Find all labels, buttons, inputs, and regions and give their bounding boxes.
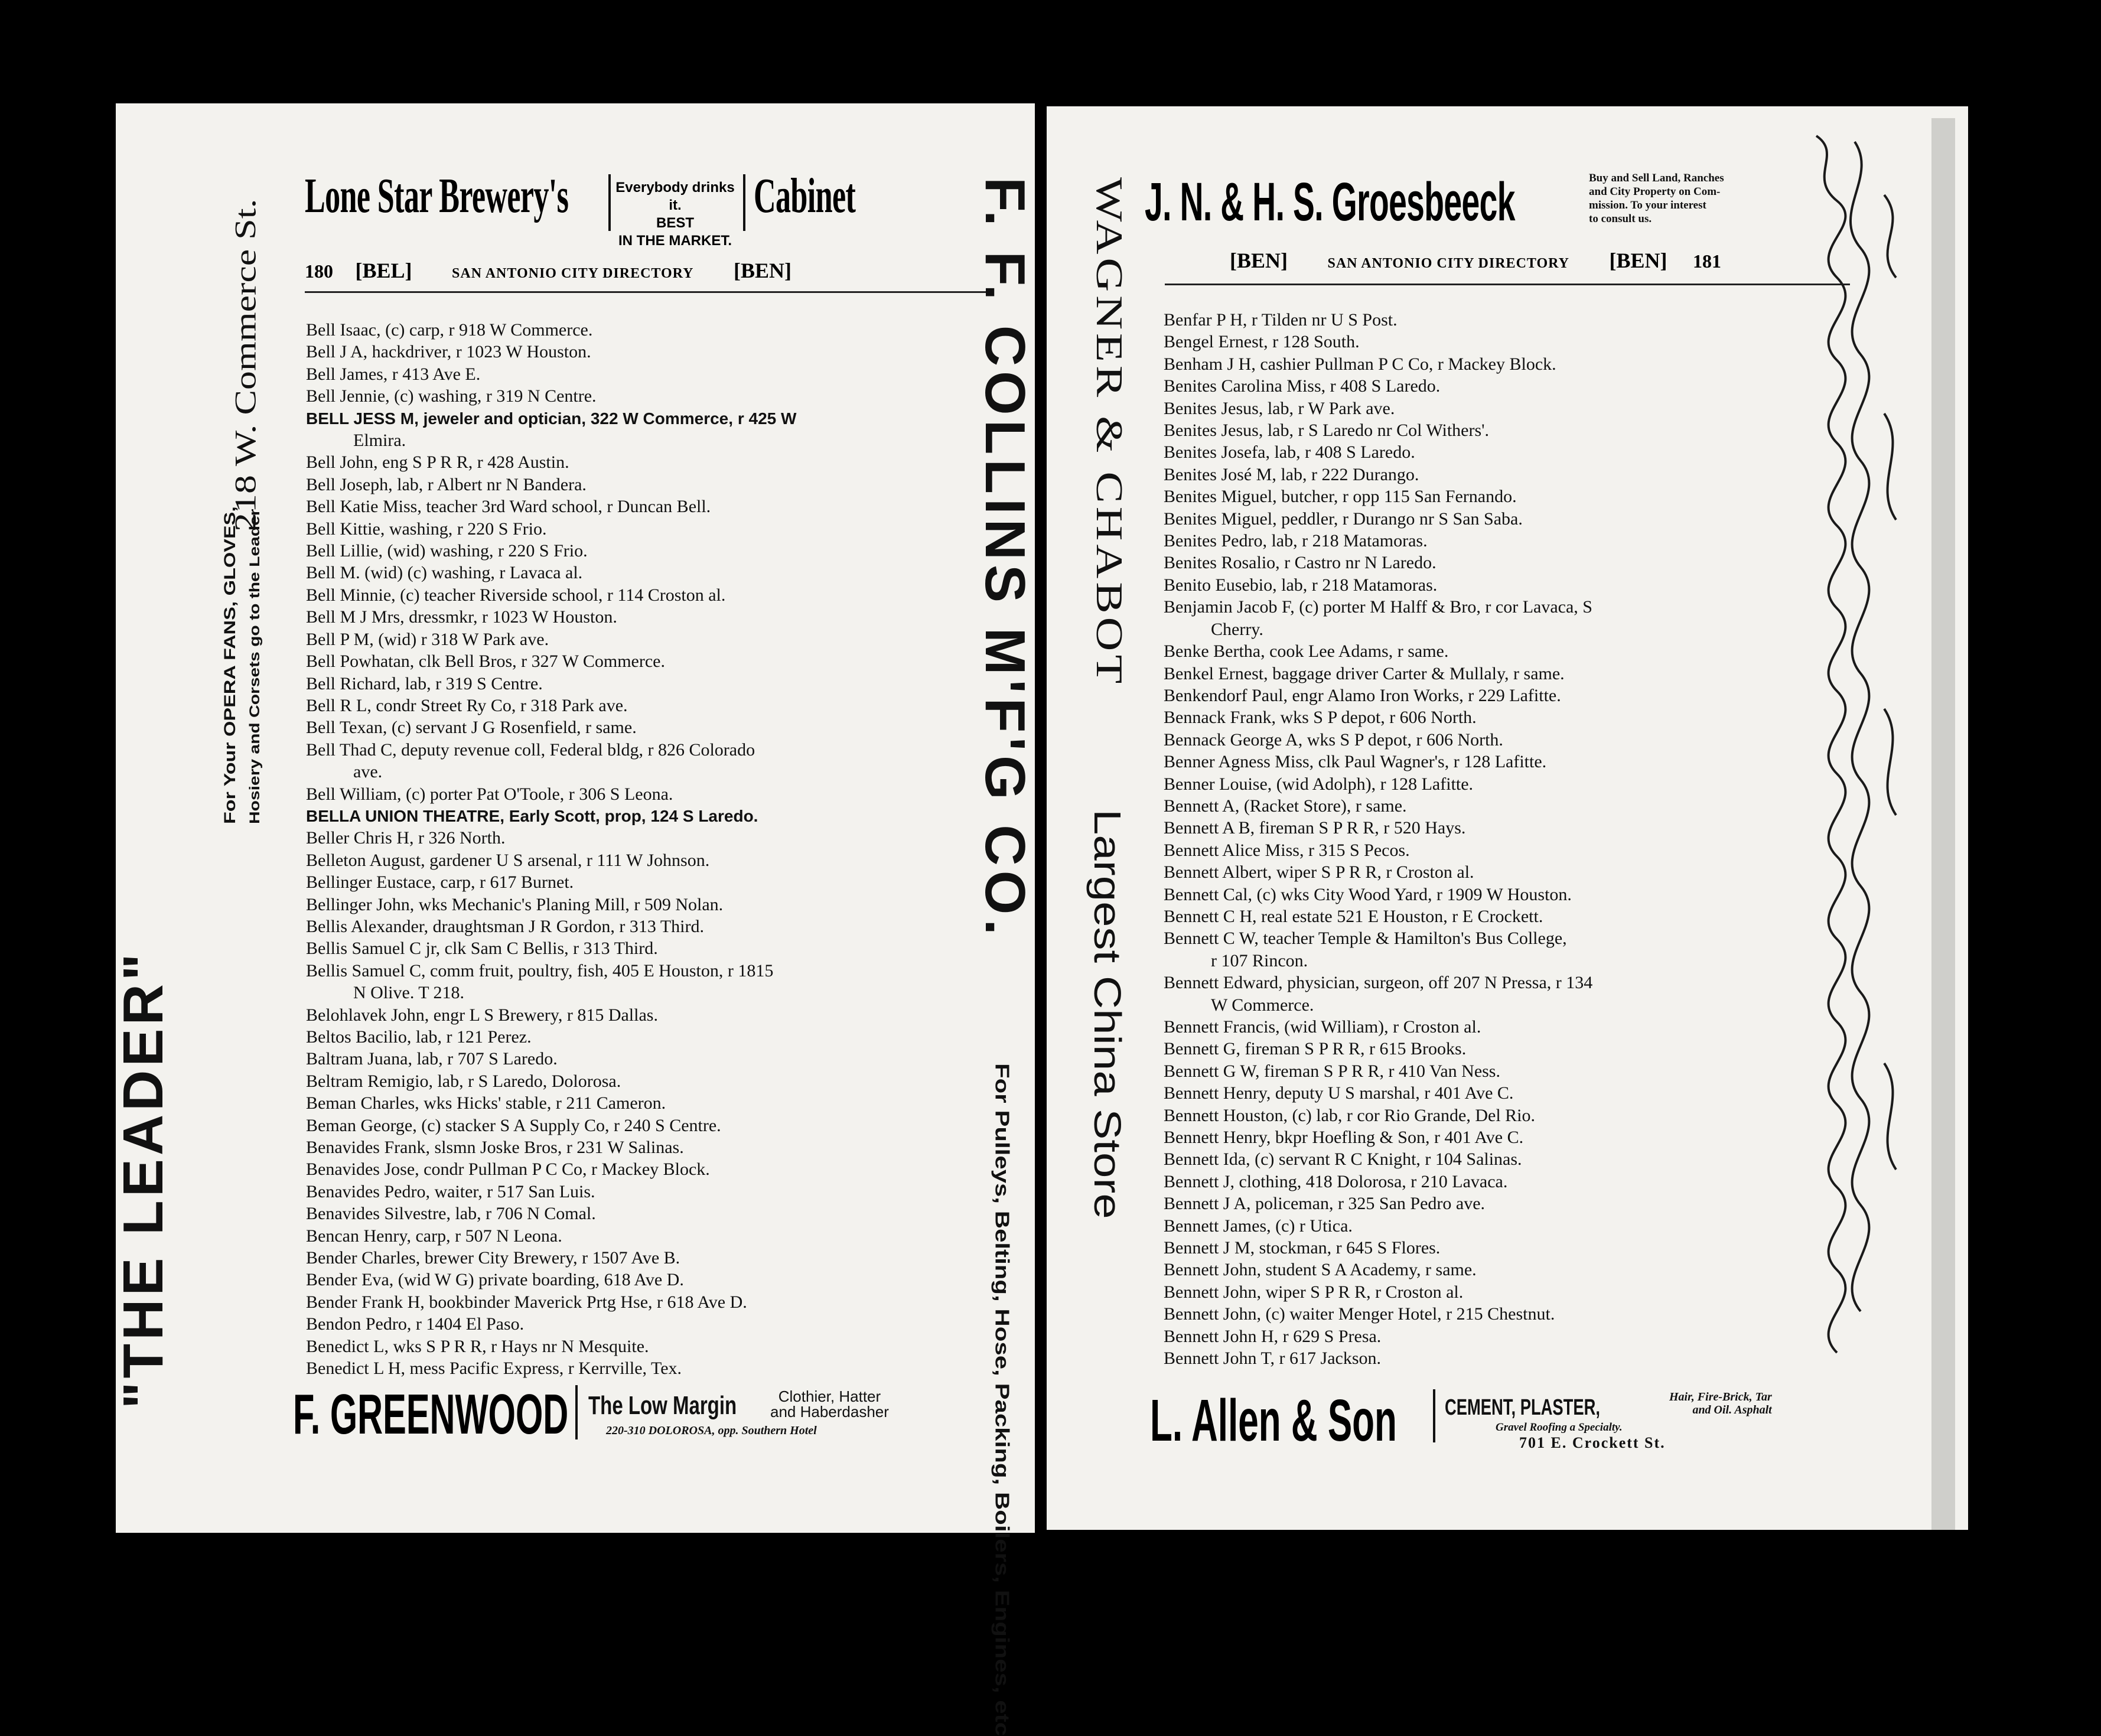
directory-entry: Beman Charles, wks Hicks' stable, r 211 Cameron. <box>306 1093 666 1113</box>
greenwood-trade-line: and Haberdasher <box>770 1403 889 1421</box>
directory-entry: Bennett Edward, physician, surgeon, off 207 N Pressa, r 134 <box>1164 973 1593 993</box>
directory-entry: Bennett Francis, (wid William), r Croston al. <box>1164 1017 1481 1037</box>
leader-ad-line: Hosiery and Corsets go to the Leader <box>247 509 263 824</box>
groesbeeck-ad: J. N. & H. S. Groesbeeck <box>1145 172 1515 232</box>
directory-entry: Bengel Ernest, r 128 South. <box>1164 332 1360 352</box>
page-number: 181 <box>1692 250 1721 272</box>
directory-entry: Bennett G, fireman S P R R, r 615 Brooks. <box>1164 1039 1467 1059</box>
directory-entry: Benites Carolina Miss, r 408 S Laredo. <box>1164 376 1441 396</box>
directory-entry: Benites Pedro, lab, r 218 Matamoras. <box>1164 531 1428 551</box>
directory-entry: Benites Miguel, peddler, r Durango nr S San Saba. <box>1164 509 1523 529</box>
directory-entry: Bennett C W, teacher Temple & Hamilton's Bus College, <box>1164 929 1567 949</box>
directory-entry: Beman George, (c) stacker S A Supply Co, r 240 S Centre. <box>306 1115 721 1135</box>
directory-entry: Bell John, eng S P R R, r 428 Austin. <box>306 452 569 473</box>
directory-entry: Bennett Houston, (c) lab, r cor Rio Grande, Del Rio. <box>1164 1105 1536 1125</box>
directory-entry: Benjamin Jacob F, (c) porter M Halff & Bro, r cor Lavaca, S <box>1164 597 1592 617</box>
directory-entry: Bencan Henry, carp, r 507 N Leona. <box>306 1226 562 1246</box>
directory-entry: Benke Bertha, cook Lee Adams, r same. <box>1164 641 1449 662</box>
directory-entry: Bell Katie Miss, teacher 3rd Ward school, r Duncan Bell. <box>306 497 711 517</box>
directory-entry-continuation: r 107 Rincon. <box>1211 950 1308 970</box>
directory-entry-continuation: ave. <box>353 762 383 782</box>
directory-entry: Bell M. (wid) (c) washing, r Lavaca al. <box>306 563 583 583</box>
directory-entry: Beltram Remigio, lab, r S Laredo, Dolorosa. <box>306 1071 621 1091</box>
directory-entry-continuation: W Commerce. <box>1211 995 1314 1015</box>
directory-entry: Bennett Ida, (c) servant R C Knight, r 104 Salinas. <box>1164 1149 1522 1170</box>
directory-entry: Benites Jesus, lab, r S Laredo nr Col Withers'. <box>1164 421 1490 441</box>
directory-entry: Bennack Frank, wks S P depot, r 606 North. <box>1164 708 1477 728</box>
directory-title: SAN ANTONIO CITY DIRECTORY <box>452 266 694 281</box>
directory-entry: Benkendorf Paul, engr Alamo Iron Works, r 229 Lafitte. <box>1164 685 1561 705</box>
directory-entry: Benites José M, lab, r 222 Durango. <box>1164 464 1419 484</box>
cabinet-ad: Cabinet <box>754 168 856 223</box>
directory-entry: Bennett Cal, (c) wks City Wood Yard, r 1909 W Houston. <box>1164 884 1572 904</box>
directory-entry-continuation: N Olive. T 218. <box>353 983 465 1003</box>
slogan-line: BEST <box>656 215 694 231</box>
directory-entry: Benkel Ernest, baggage driver Carter & Mullaly, r same. <box>1164 663 1565 683</box>
directory-entry: Bennett Albert, wiper S P R R, r Croston al. <box>1164 862 1474 882</box>
directory-entry: Bennett Alice Miss, r 315 S Pecos. <box>1164 840 1410 860</box>
directory-entry: Bell Jennie, (c) washing, r 319 N Centre. <box>306 386 597 406</box>
directory-entry: Bennett Henry, deputy U S marshal, r 401 Ave C. <box>1164 1083 1514 1103</box>
head-start: [BEL] <box>355 259 412 282</box>
allen-products-line: Hair, Fire-Brick, Tar <box>1669 1390 1772 1403</box>
allen-specialty: Gravel Roofing a Specialty. <box>1496 1421 1623 1434</box>
directory-entry: Bennack George A, wks S P depot, r 606 North. <box>1164 729 1503 750</box>
directory-entry: Benito Eusebio, lab, r 218 Matamoras. <box>1164 575 1438 595</box>
directory-entry: BELL JESS M, jeweler and optician, 322 W Commerce, r 425 W <box>306 409 797 428</box>
directory-entry: Bell R L, condr Street Ry Co, r 318 Park ave. <box>306 695 628 715</box>
directory-entry: Bell Minnie, (c) teacher Riverside school, r 114 Croston al. <box>306 585 726 605</box>
directory-entry: Bennett G W, fireman S P R R, r 410 Van Ness. <box>1164 1061 1500 1081</box>
leader-address: 218 W. Commerce St. <box>228 198 262 532</box>
directory-entry: Bell Isaac, (c) carp, r 918 W Commerce. <box>306 320 593 340</box>
slogan-line: IN THE MARKET. <box>618 233 732 249</box>
directory-entry: Bennett John H, r 629 S Presa. <box>1164 1326 1382 1346</box>
directory-entry: Bell P M, (wid) r 318 W Park ave. <box>306 629 549 649</box>
directory-entry: Belohlavek John, engr L S Brewery, r 815 Dallas. <box>306 1005 658 1025</box>
allen-address: 701 E. Crockett St. <box>1519 1434 1666 1451</box>
directory-entry: Bennett John, wiper S P R R, r Croston al. <box>1164 1282 1464 1302</box>
china-store-ad: Largest China Store <box>1086 809 1129 1219</box>
allen-products-line: and Oil. Asphalt <box>1692 1403 1772 1416</box>
directory-entry: Bell Texan, (c) servant J G Rosenfield, r same. <box>306 718 637 738</box>
directory-entry: Bell Joseph, lab, r Albert nr N Bandera. <box>306 474 587 494</box>
slogan-line: Everybody drinks it. <box>615 180 735 213</box>
directory-entry: Bennett J, clothing, 418 Dolorosa, r 210 Lavaca. <box>1164 1171 1508 1191</box>
directory-entry: Bennett C H, real estate 521 E Houston, r E Crockett. <box>1164 906 1543 926</box>
directory-entry: Benites Jesus, lab, r W Park ave. <box>1164 398 1395 418</box>
directory-entry: Bender Charles, brewer City Brewery, r 1507 Ave B. <box>306 1248 680 1268</box>
greenwood-ad: F. GREENWOOD <box>293 1383 569 1446</box>
directory-entry: Bender Eva, (wid W G) private boarding, 618 Ave D. <box>306 1270 684 1290</box>
leader-ad-line: For Your OPERA FANS, GLOVES, <box>221 506 239 824</box>
directory-entry: Bellinger Eustace, carp, r 617 Burnet. <box>306 872 574 893</box>
greenwood-tagline: The Low Margin <box>588 1391 737 1420</box>
directory-entry: BELLA UNION THEATRE, Early Scott, prop, 124 S Laredo. <box>306 806 758 825</box>
directory-entry: Bellis Samuel C jr, clk Sam C Bellis, r 313 Third. <box>306 939 658 959</box>
directory-entry: Benites Rosalio, r Castro nr N Laredo. <box>1164 553 1437 573</box>
directory-entry: Bennett A, (Racket Store), r same. <box>1164 796 1407 816</box>
directory-entry: Bell Lillie, (wid) washing, r 220 S Frio. <box>306 541 588 561</box>
directory-entry: Benedict L, wks S P R R, r Hays nr N Mesquite. <box>306 1336 649 1356</box>
directory-entry: Bell James, r 413 Ave E. <box>306 364 481 384</box>
directory-entry: Benedict L H, mess Pacific Express, r Kerrville, Tex. <box>306 1359 682 1379</box>
directory-entry: Bell J A, hackdriver, r 1023 W Houston. <box>306 342 591 362</box>
the-leader-ad: "THE LEADER" <box>112 950 175 1409</box>
directory-entry: Bennett John, (c) waiter Menger Hotel, r 215 Chestnut. <box>1164 1304 1555 1324</box>
blurb-line: and City Property on Com- <box>1589 185 1721 198</box>
directory-entry: Bell M J Mrs, dressmkr, r 1023 W Houston. <box>306 607 617 627</box>
directory-entry: Bender Frank H, bookbinder Maverick Prtg Hse, r 618 Ave D. <box>306 1292 747 1312</box>
directory-entry: Bennett James, (c) r Utica. <box>1164 1216 1353 1236</box>
collins-products: For Pulleys, Belting, Hose, Packing, Boilers, Engines, etc <box>991 1063 1014 1736</box>
directory-entry: Bellis Alexander, draughtsman J R Gordon, r 313 Third. <box>306 916 704 936</box>
directory-entry: Bell Thad C, deputy revenue coll, Federal bldg, r 826 Colorado <box>306 740 755 760</box>
directory-entry: Bennett Henry, bkpr Hoefling & Son, r 401 Ave C. <box>1164 1128 1524 1148</box>
directory-title: SAN ANTONIO CITY DIRECTORY <box>1327 256 1569 271</box>
page-edge <box>1931 118 1955 1530</box>
directory-entry: Bell Richard, lab, r 319 S Centre. <box>306 673 543 693</box>
directory-entry: Bell William, (c) porter Pat O'Toole, r 306 S Leona. <box>306 784 673 804</box>
blurb-line: mission. To your interest <box>1589 199 1706 211</box>
wagner-chabot-ad: WAGNER & CHABOT <box>1088 177 1131 688</box>
directory-entry: Bennett J A, policeman, r 325 San Pedro ave. <box>1164 1194 1486 1214</box>
directory-entry: Belleton August, gardener U S arsenal, r 111 W Johnson. <box>306 850 710 870</box>
directory-entry: Bennett John, student S A Academy, r same. <box>1164 1260 1477 1280</box>
head-start: [BEN] <box>1230 249 1288 272</box>
head-end: [BEN] <box>733 259 791 282</box>
directory-entry-continuation: Cherry. <box>1211 619 1263 639</box>
greenwood-trade-line: Clothier, Hatter <box>778 1388 881 1405</box>
directory-entry: Benham J H, cashier Pullman P C Co, r Mackey Block. <box>1164 354 1556 374</box>
directory-entry: Benavides Silvestre, lab, r 706 N Comal. <box>306 1204 596 1224</box>
directory-entry-continuation: Elmira. <box>353 431 406 451</box>
directory-entry: Bell Powhatan, clk Bell Bros, r 327 W Commerce. <box>306 652 665 672</box>
directory-entry: Benavides Jose, condr Pullman P C Co, r Mackey Block. <box>306 1159 710 1180</box>
head-end: [BEN] <box>1609 249 1667 272</box>
allen-products-head: CEMENT, PLASTER, <box>1445 1395 1600 1420</box>
directory-entry: Benites Miguel, butcher, r opp 115 San Fernando. <box>1164 487 1517 507</box>
directory-entry: Benner Louise, (wid Adolph), r 128 Lafitte. <box>1164 774 1474 794</box>
directory-entry: Bennett J M, stockman, r 645 S Flores. <box>1164 1238 1441 1258</box>
blurb-line: to consult us. <box>1589 213 1652 225</box>
directory-entry: Bendon Pedro, r 1404 El Paso. <box>306 1314 525 1334</box>
directory-entry: Benites Josefa, lab, r 408 S Laredo. <box>1164 442 1415 463</box>
directory-entry: Benavides Frank, slsmn Joske Bros, r 231 W Salinas. <box>306 1138 684 1158</box>
greenwood-address: 220-310 DOLOROSA, opp. Southern Hotel <box>606 1424 817 1437</box>
directory-entry: Bellinger John, wks Mechanic's Planing Mill, r 509 Nolan. <box>306 894 724 914</box>
directory-entry: Beltos Bacilio, lab, r 121 Perez. <box>306 1027 532 1047</box>
lone-star-brewery-ad: Lone Star Brewery's <box>305 168 569 223</box>
directory-entry: Bennett A B, fireman S P R R, r 520 Hays. <box>1164 818 1466 838</box>
page-number: 180 <box>305 260 333 282</box>
directory-entry: Bellis Samuel C, comm fruit, poultry, fish, 405 E Houston, r 1815 <box>306 960 774 981</box>
directory-entry: Beller Chris H, r 326 North. <box>306 828 506 848</box>
directory-entry: Bennett John T, r 617 Jackson. <box>1164 1349 1382 1369</box>
directory-entry: Benavides Pedro, waiter, r 517 San Luis. <box>306 1181 595 1201</box>
blurb-line: Buy and Sell Land, Ranches <box>1589 172 1724 184</box>
directory-entry: Baltram Juana, lab, r 707 S Laredo. <box>306 1049 558 1069</box>
allen-son-ad: L. Allen & Son <box>1150 1388 1397 1454</box>
collins-mfg-ad: F. F. COLLINS M'F'G CO. <box>973 177 1037 940</box>
directory-entry: Benner Agness Miss, clk Paul Wagner's, r 128 Lafitte. <box>1164 752 1547 772</box>
directory-entry: Benfar P H, r Tilden nr U S Post. <box>1164 310 1398 330</box>
directory-entry: Bell Kittie, washing, r 220 S Frio. <box>306 519 547 539</box>
